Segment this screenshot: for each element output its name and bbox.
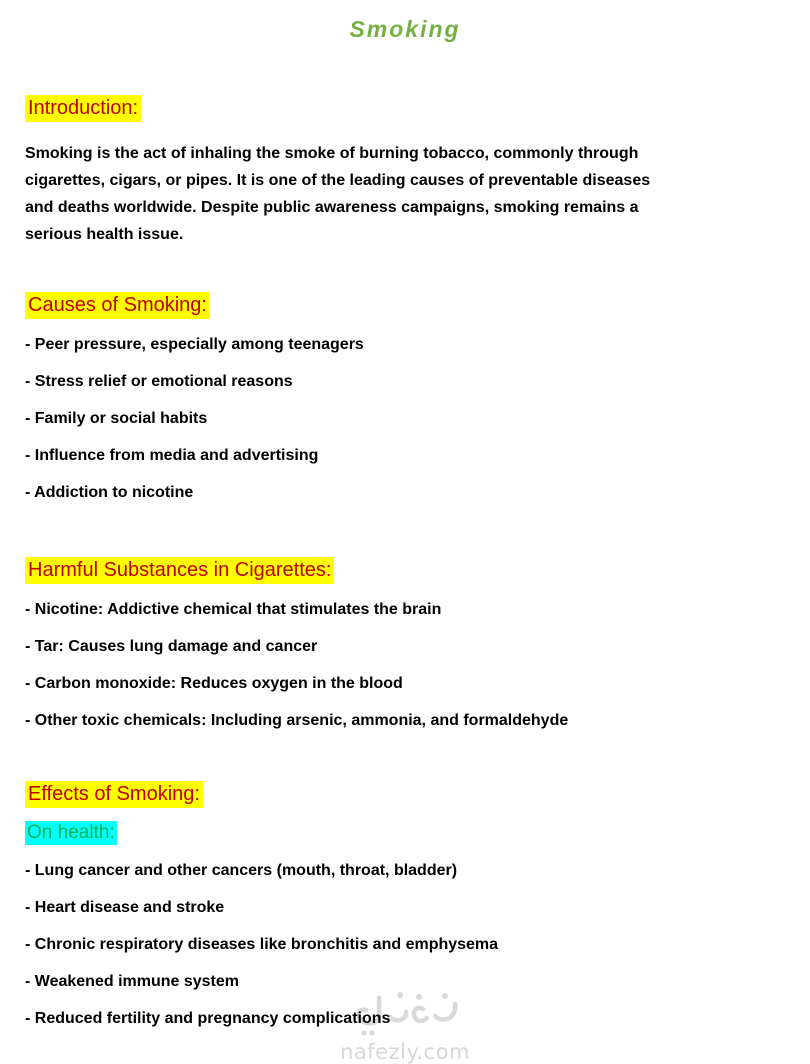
section-causes-of-smoking bbox=[25, 292, 785, 501]
list-item: - Chronic respiratory diseases like bronchitis and emphysema bbox=[25, 936, 499, 953]
list-item: - Weakened immune system bbox=[25, 973, 240, 990]
document-page bbox=[0, 16, 810, 1027]
document-title: Smoking bbox=[349, 16, 461, 42]
list-item: - Addiction to nicotine bbox=[25, 484, 194, 501]
causes-list bbox=[25, 336, 785, 501]
list-item: - Nicotine: Addictive chemical that stimulates the brain bbox=[25, 601, 442, 618]
section-harmful-substances bbox=[25, 557, 785, 729]
heading-introduction: Introduction: bbox=[25, 95, 141, 122]
list-item: - Heart disease and stroke bbox=[25, 899, 225, 916]
health-effects-list bbox=[25, 862, 785, 1027]
heading-causes-of-smoking: Causes of Smoking: bbox=[25, 292, 210, 319]
list-item: - Peer pressure, especially among teenagers bbox=[25, 336, 364, 353]
heading-effects-of-smoking: Effects of Smoking: bbox=[25, 781, 203, 808]
harmful-substances-list bbox=[25, 601, 785, 729]
list-item: - Lung cancer and other cancers (mouth, throat, bladder) bbox=[25, 862, 458, 879]
heading-harmful-substances: Harmful Substances in Cigarettes: bbox=[25, 557, 334, 584]
list-item: - Carbon monoxide: Reduces oxygen in the blood bbox=[25, 675, 403, 692]
list-item: - Tar: Causes lung damage and cancer bbox=[25, 638, 318, 655]
watermark-site-url: nafezly.com bbox=[340, 1040, 470, 1064]
list-item: - Family or social habits bbox=[25, 410, 208, 427]
subheading-on-health: On health: bbox=[27, 822, 115, 843]
list-item: - Reduced fertility and pregnancy complications bbox=[25, 1010, 391, 1027]
list-item: - Other toxic chemicals: Including arsenic, ammonia, and formaldehyde bbox=[25, 712, 569, 729]
section-effects-of-smoking bbox=[25, 781, 785, 1027]
section-introduction bbox=[25, 95, 785, 248]
list-item: - Stress relief or emotional reasons bbox=[25, 373, 293, 390]
list-item: - Influence from media and advertising bbox=[25, 447, 319, 464]
introduction-paragraph: Smoking is the act of inhaling the smoke of burning tobacco, commonly through cigarettes, cigars, or pipes. It is one of the leading causes of preventable diseases and deaths worldwide. Despite public awareness campaigns, smoking remains a serious health issue. bbox=[25, 145, 651, 243]
